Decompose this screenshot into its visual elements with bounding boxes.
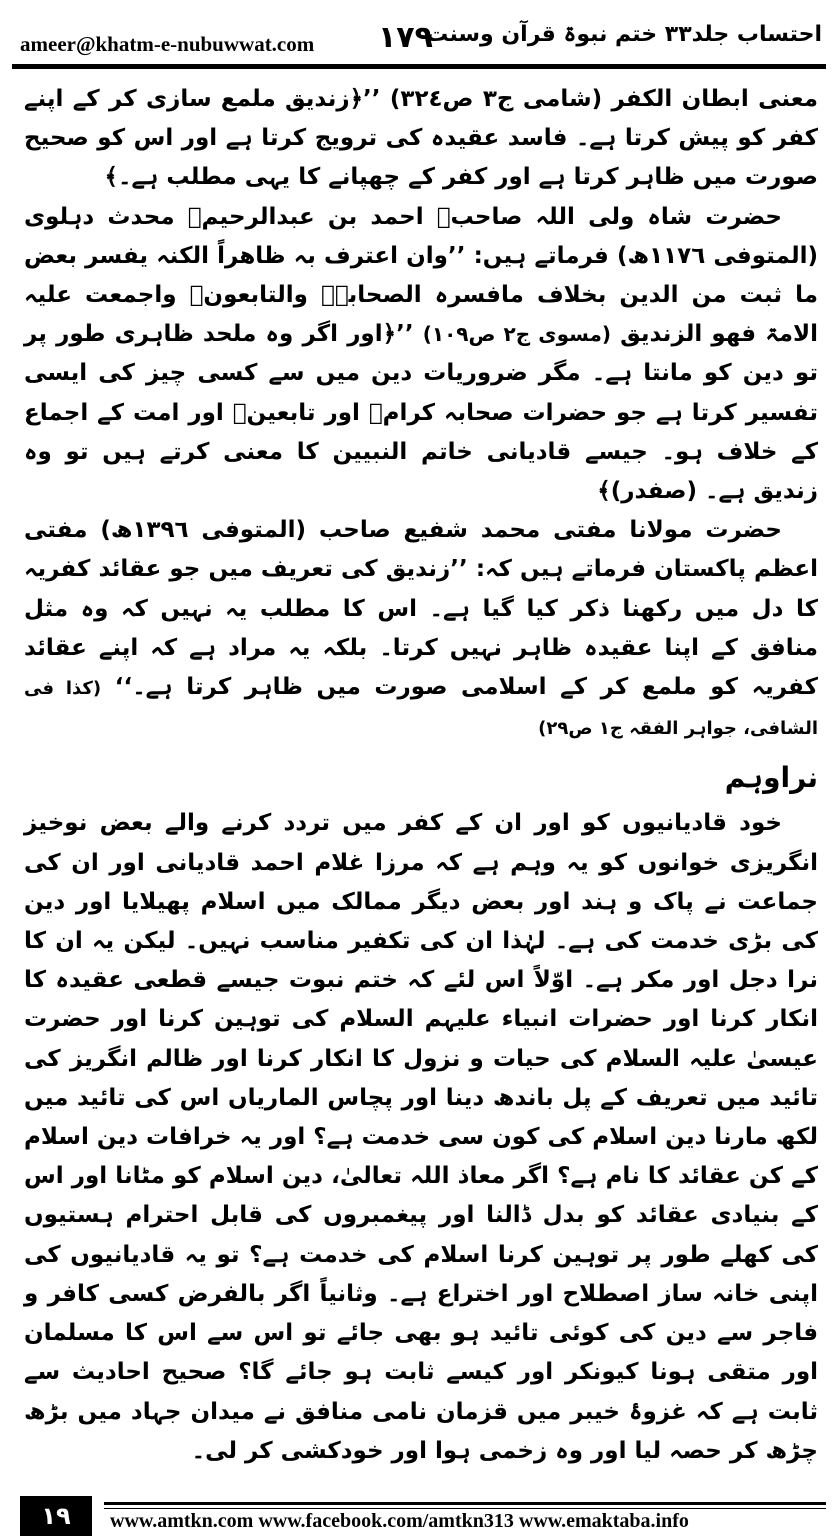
header-title: احتساب جلد۳۳ ختم نبوۃ قرآن وسنت [426, 22, 822, 47]
footer-rule-thin [104, 1508, 826, 1509]
musawwa-reference: (مسوی ج۲ ص۱۰۹) [422, 322, 611, 347]
mufti-shafi-quote: حضرت مولانا مفتی محمد شفیع صاحب (المتوفی ۱۳۹٦ھ) مفتی اعظم پاکستان فرماتے ہیں کہ: ’’زندیق کی تعریف میں جو عقائد کفریہ کا دل میں رکھنا ذکر کیا گیا ہے۔ اس کا مطلب یہ نہیں کہ وہ مثل منافق کے اپنا عقیدہ ظاہر نہیں کرتا۔ بلکہ یہ مراد ہے کہ اپنے عقائد کفریہ کو ملمع کر کے اسلامی صورت میں ظاہر کرتا ہے۔‘‘ [24, 517, 818, 701]
jawahir-citation: (کذا فی الشافی، جواہر الفقہ ج۱ ص۲۹) [24, 678, 818, 740]
footer-urls: www.amtkn.com www.facebook.com/amtkn313 www.emaktaba.info [110, 1510, 689, 1532]
page-header [12, 8, 826, 62]
header-email: ameer@khatm-e-nubuwwat.com [20, 32, 315, 56]
page-footer [14, 1488, 826, 1532]
shah-waliullah-quote: حضرت شاہ ولی اللہ صاحبؒ احمد بن عبدالرحیمؒ محدث دہلوی (المتوفی ۱۱۷٦ھ) فرماتے ہیں: ’’وان اعترف بہ ظاھراً الکنہ یفسر بعض ما ثبت من الدین بخلاف مافسرہ الصحابۃؓ والتابعونؒ واجمعت علیہ الامۃ فھو الزندیق [24, 203, 818, 348]
header-rule [12, 64, 826, 69]
shah-waliullah-translation: ’’﴿اور اگر وہ ملحد ظاہری طور پر تو دین کو مانتا ہے۔ مگر ضروریات دین میں سے کسی چیز کی ایسی تفسیر کرتا ہے جو حضرات صحابہ کرامؓ اور تابعینؒ اور امت کے اجماع کے خلاف ہو۔ جیسے قادیانی خاتم النبیین کا معنی کرتے ہیں تو وہ زندیق ہے۔ (صفدر)﴾ [24, 321, 818, 505]
section-heading: نراوہم [724, 761, 818, 795]
header-page-number: ۱۷۹ [378, 20, 433, 55]
paragraph-mufti-shafi [24, 511, 818, 748]
page-body [24, 80, 818, 1471]
paragraph-qadiani-illusion: خود قادیانیوں کو اور ان کے کفر میں تردد کرنے والے بعض نوخیز انگریزی خوانوں کو یہ وہم ہے کہ مرزا غلام احمد قادیانی اور ان کی جماعت نے پاک و ہند اور بعض دیگر ممالک میں اسلام پھیلایا اور دین کی بڑی خدمت کی ہے۔ لہٰذا ان کی تکفیر مناسب نہیں۔ لیکن یہ ان کا نرا دجل اور مکر ہے۔ اوّلاً اس لئے کہ ختم نبوت جیسے قطعی عقیدہ کا انکار کرنا اور حضرات انبیاء علیہم السلام کی توہین کرنا اور حضرت عیسیٰ علیہ السلام کی حیات و نزول کا انکار کرنا اور ظالم انگریز کی تائید میں تعریف کے پل باندھ دینا اور پچاس الماریاں اس کی تائید میں لکھ مارنا دین اسلام کی کون سی خدمت ہے؟ اور یہ خرافات دین اسلام کے کن عقائد کا نام ہے؟ اگر معاذ اللہ تعالیٰ، دین اسلام کو مٹانا اور اس کے بنیادی عقائد کو بدل ڈالنا اور پیغمبروں کی قابل احترام ہستیوں کی کھلے طور پر توہین کرنا اسلام کی خدمت ہے؟ تو یہ قادیانیوں کی اپنی خانہ ساز اصطلاح اور اختراع ہے۔ وثانیاً اگر بالفرض کسی کافر و فاجر سے دین کی کوئی تائید ہو بھی جائے تو اس سے اس کا مسلمان اور متقی ہونا کیونکر اور کیسے ثابت ہو جائے گا؟ صحیح احادیث سے ثابت ہے کہ غزوۂ خیبر میں قزمان نامی منافق نے میدان جہاد میں بڑھ چڑھ کر حصہ لیا اور وہ زخمی ہوا اور خودکشی کر لی۔ [24, 810, 818, 1464]
paragraph-zindiq-meaning: معنی ابطان الکفر (شامی ج۳ ص۳۲٤) ’’﴿زندیق ملمع سازی کر کے اپنے کفر کو پیش کرتا ہے۔ فاسد عقیدہ کی ترویج کرتا ہے اور اس کو صحیح صورت میں ظاہر کرتا ہے اور کفر کے چھپانے کا یہی مطلب ہے۔﴾ [24, 86, 819, 191]
paragraph-shah-waliullah [24, 198, 818, 512]
footer-rule-thick [104, 1502, 826, 1505]
footer-page-number: ۱۹ [20, 1496, 92, 1536]
